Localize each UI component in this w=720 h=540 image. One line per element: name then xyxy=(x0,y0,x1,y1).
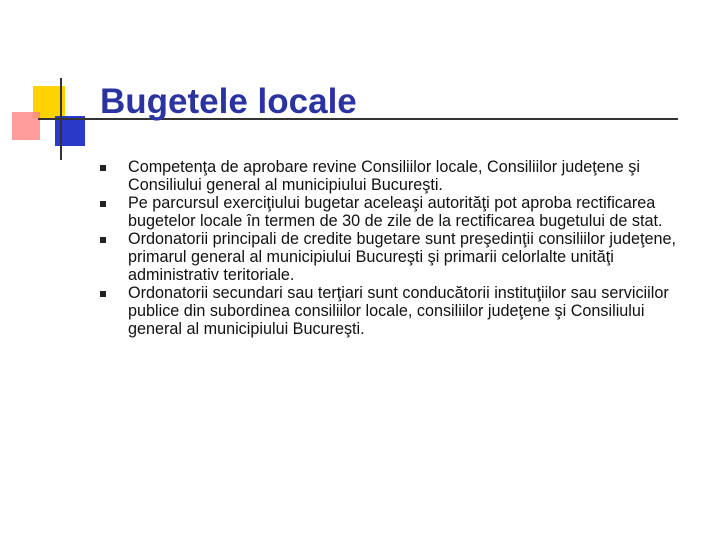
bullet-item xyxy=(96,194,696,230)
bullet-text: Competenţa de aprobare revine Consiliilor locale, Consiliilor judeţene şi Consiliului general al municipiului Bucureşti. xyxy=(128,158,640,194)
decorative-logo xyxy=(0,0,110,170)
bullet-square-icon xyxy=(100,237,106,243)
bullet-list xyxy=(96,158,696,338)
bullet-text: Ordonatorii principali de credite bugetare sunt preşedinţii consiliilor judeţene, primarul general al municipiului Bucureşti şi primarii celorlalte unităţi administrativ teritoriale. xyxy=(128,230,676,284)
bullet-square-icon xyxy=(100,201,106,207)
bullet-item xyxy=(96,284,696,338)
bullet-square-icon xyxy=(100,291,106,297)
bullet-square-icon xyxy=(100,165,106,171)
logo-pink-square xyxy=(12,112,40,140)
bullet-text: Ordonatorii secundari sau terţiari sunt conducătorii instituţiilor sau serviciilor publice din subordinea consiliilor locale, consiliilor judeţene şi Consiliului general al municipiului Bucureşti. xyxy=(128,284,669,338)
bullet-item xyxy=(96,158,696,194)
bullet-text: Pe parcursul exerciţiului bugetar aceleaşi autorităţi pot aproba rectificarea bugetelor locale în termen de 30 de zile de la rectificarea bugetului de stat. xyxy=(128,194,663,230)
slide-title: Bugetele locale xyxy=(100,82,357,121)
bullet-item xyxy=(96,230,696,284)
